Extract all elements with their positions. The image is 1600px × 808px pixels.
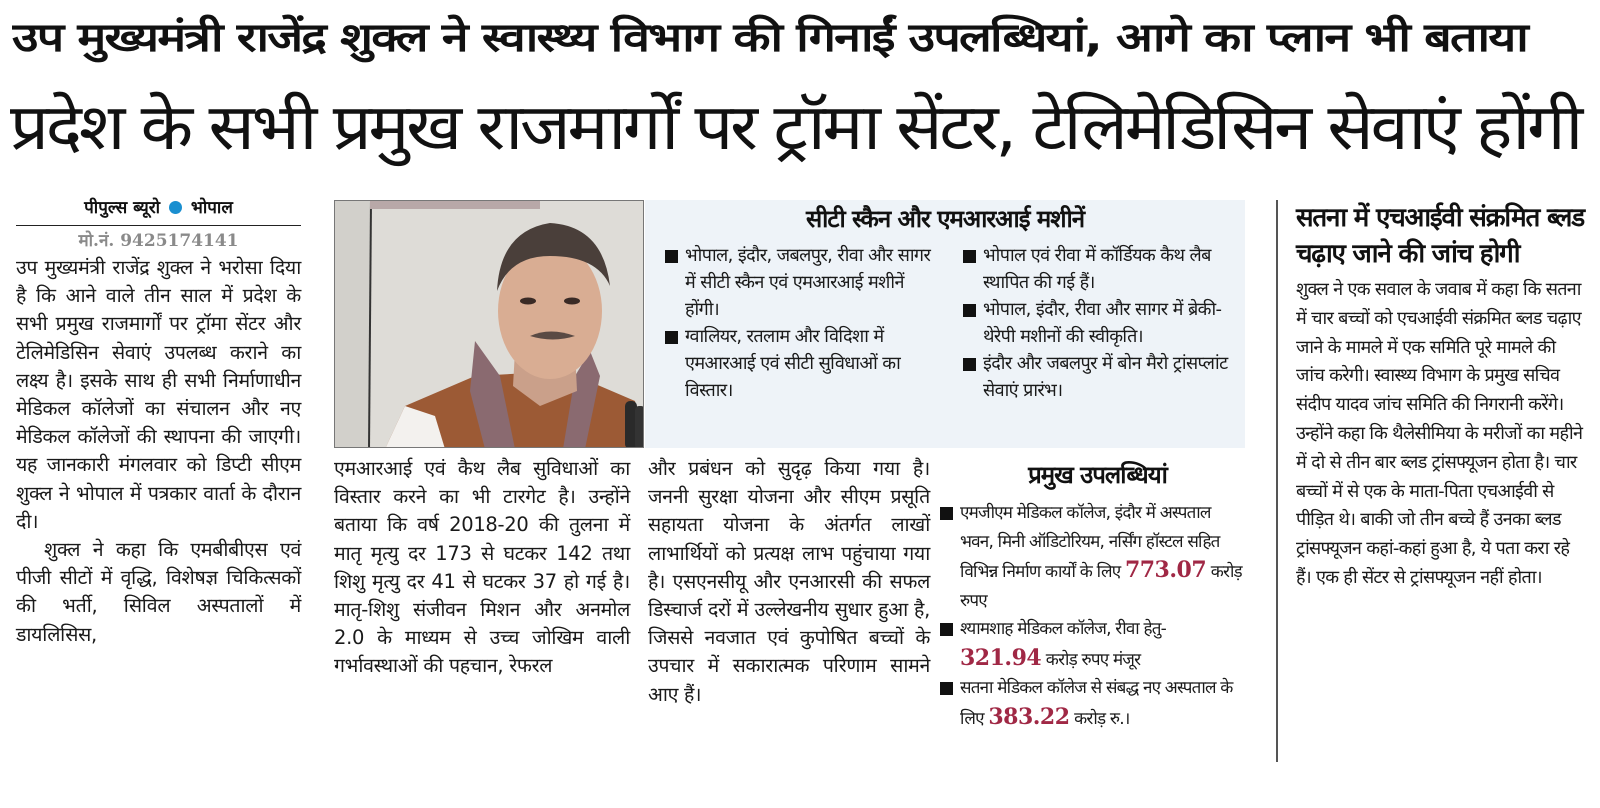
bullet-dot-icon xyxy=(169,201,182,214)
paragraph: एमआरआई एवं कैथ लैब सुविधाओं का विस्तार करने का भी टारगेट है। उन्होंने बताया कि वर्ष 2018-20 की तुलना में मातृ मृत्यु दर 173 से घटकर 142 तथा शिशु मृत्यु दर 41 से घटकर 37 हो गई है। मातृ-शिशु संजीवन मिशन और अनमोल 2.0 के माध्यम से उच्च जोखिम वाली गर्भावस्थाओं की पहचान, रेफरल xyxy=(334,457,630,678)
achievements-title: प्रमुख उपलब्धियां xyxy=(1028,461,1167,489)
column-divider xyxy=(1276,200,1278,762)
paragraph: उप मुख्यमंत्री राजेंद्र शुक्ल ने भरोसा दिया है कि आने वाले तीन साल में प्रदेश के सभी प्रमुख राजमार्गों पर ट्रॉमा सेंटर और टेलिमेडिसिन सेवाएं उपलब्ध कराने का लक्ष्य है। इसके साथ ही सभी निर्माणाधीन मेडिकल कॉलेजों का संचालन और नए मेडिकल कॉलेजों की स्थापना की जाएगी। यह जानकारी मंगलवार को डिप्टी सीएम शुक्ल ने भोपाल में पत्रकार वार्ता के दौरान दी। xyxy=(16,256,301,533)
article-column-1 xyxy=(16,195,301,649)
byline xyxy=(16,195,301,226)
paragraph: शुक्ल ने कहा कि एमबीबीएस एवं पीजी सीटों में वृद्धि, विशेषज्ञ चिकित्सकों की भर्ती, सिविल अस्पतालों में डायलिसिस, xyxy=(16,538,301,646)
achievement-item xyxy=(940,499,1245,615)
achievement-amount: 321.94 xyxy=(960,644,1042,671)
achievement-text: करोड़ रु.। xyxy=(1069,708,1130,729)
paragraph: और प्रबंधन को सुदृढ़ किया गया है। जननी सुरक्षा योजना और सीएम प्रसूति सहायता योजना के अंतर्गत लाखों लाभार्थियों को प्रत्यक्ष लाभ पहुंचाया गया है। एसएनसीयू और एनआरसी की सफल डिस्चार्ज दरों में उल्लेखनीय सुधार हुआ है, जिससे नवजात एवं कुपोषित बच्चों के उपचार में सकारात्मक परिणाम सामने आए हैं। xyxy=(648,457,930,706)
achievement-item xyxy=(940,615,1245,674)
article-column-2 xyxy=(334,455,630,681)
achievement-item xyxy=(940,674,1245,733)
achievement-text: श्यामशाह मेडिकल कॉलेज, रीवा हेतु- xyxy=(960,619,1166,639)
person-photo xyxy=(334,200,644,448)
sidebar-body: शुक्ल ने एक सवाल के जवाब में कहा कि सतना में चार बच्चों को एचआईवी संक्रमित ब्लड चढ़ाए जाने के मामले में एक समिति पूरे मामले की जांच करेगी। स्वास्थ्य विभाग के प्रमुख सचिव संदीप यादव जांच समिति की निगरानी करेंगे। उन्होंने कहा कि थैलेसीमिया के मरीजों का महीने में दो से तीन बार ब्लड ट्रांसफ्यूजन होता है। चार बच्चों में से एक के माता-पिता एचआईवी से पीड़ित थे। बाकी जो तीन बच्चे हैं उनका ब्लड ट्रांसफ्यूजन कहां-कहां हुआ है, ये पता करा रहे हैं। एक ही सेंटर से ट्रांसफ्यूजन नहीं होता। xyxy=(1296,279,1583,588)
dateline-city: भोपाल xyxy=(190,198,233,218)
person-photo-icon xyxy=(335,201,644,448)
achievement-text: सतना मेडिकल कॉलेज से संबद्ध नए अस्पताल के लिए xyxy=(960,678,1233,729)
achievements-list xyxy=(940,499,1245,733)
bureau-name: पीपुल्स ब्यूरो xyxy=(84,198,161,218)
headline-main: प्रदेश के सभी प्रमुख राजमार्गों पर ट्रॉमा सेंटर, टेलिमेडिसिन सेवाएं होंगी xyxy=(10,91,1580,165)
sidebar-story xyxy=(1296,200,1586,593)
infobox-list-left xyxy=(665,242,935,404)
list-item: ग्वालियर, रतलाम और विदिशा में एमआरआई एवं सीटी सुविधाओं का विस्तार। xyxy=(665,323,935,404)
ct-mri-infobox xyxy=(645,200,1245,448)
sidebar-headline: सतना में एचआईवी संक्रमित ब्लड चढ़ाए जाने की जांच होगी xyxy=(1296,203,1584,269)
infobox-list-right xyxy=(963,242,1233,404)
infobox-title: सीटी स्कैन और एमआरआई मशीनें xyxy=(805,205,1085,233)
headline-kicker: उप मुख्यमंत्री राजेंद्र शुक्ल ने स्वास्थ्य विभाग की गिनाईं उपलब्धियां, आगे का प्लान भी बताया xyxy=(12,15,1527,61)
achievement-text: करोड़ रुपए मंजूर xyxy=(1041,649,1141,670)
list-item: भोपाल एवं रीवा में कॉर्डियक कैथ लैब स्थापित की गई हैं। xyxy=(963,242,1233,296)
list-item: भोपाल, इंदौर, रीवा और सागर में ब्रेकी-थेरेपी मशीनों की स्वीकृति। xyxy=(963,296,1233,350)
achievement-text: करोड़ रुपए xyxy=(960,562,1242,611)
article-body xyxy=(16,254,301,649)
achievement-amount: 773.07 xyxy=(1124,557,1207,583)
article-column-3 xyxy=(648,455,930,709)
reporter-phone: मो.नं. 9425174141 xyxy=(78,231,239,251)
achievement-amount: 383.22 xyxy=(988,703,1070,730)
list-item: भोपाल, इंदौर, जबलपुर, रीवा और सागर में सीटी स्कैन एवं एमआरआई मशीनें होंगी। xyxy=(665,242,935,323)
achievements-box xyxy=(940,455,1245,755)
list-item: इंदौर और जबलपुर में बोन मैरो ट्रांसप्लांट सेवाएं प्रारंभ। xyxy=(963,350,1233,404)
achievement-text: एमजीएम मेडिकल कॉलेज, इंदौर में अस्पताल भवन, मिनी ऑडिटोरियम, नर्सिंग हॉस्टल सहित विभिन्न निर्माण कार्यों के लिए xyxy=(960,503,1220,582)
